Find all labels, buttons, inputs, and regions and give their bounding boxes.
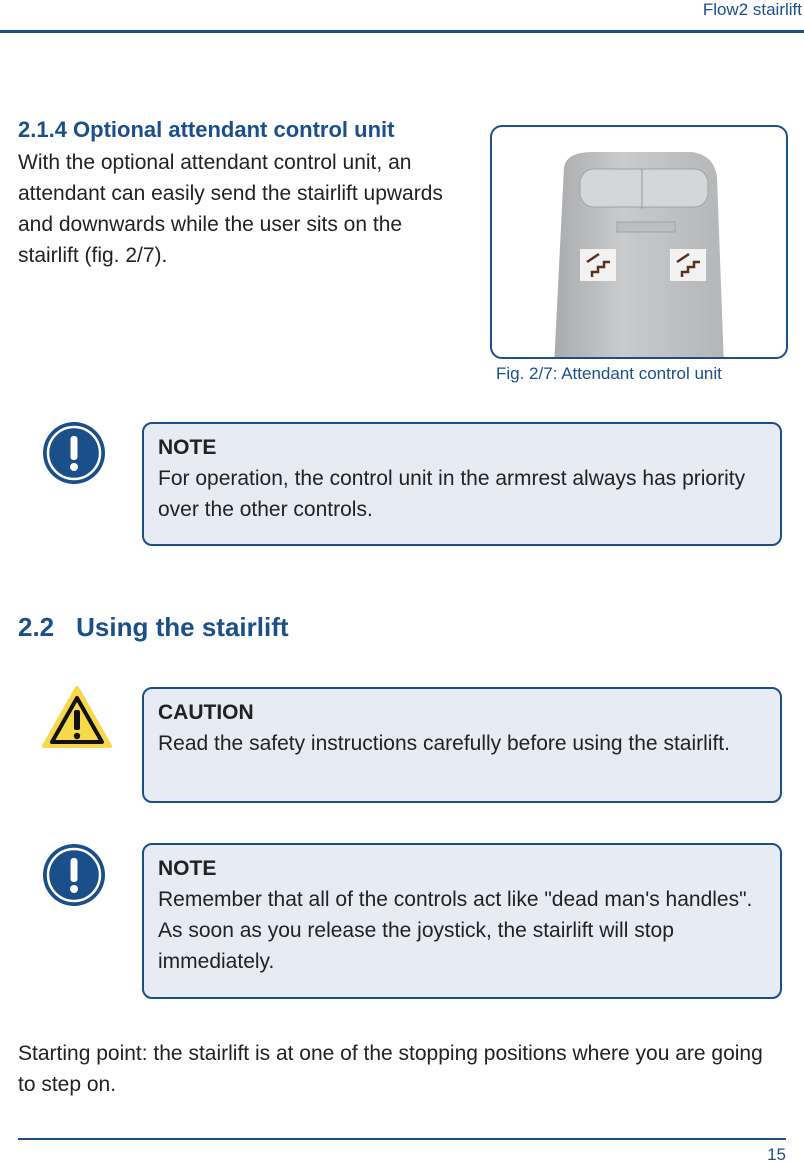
page-number: 15 bbox=[767, 1145, 786, 1163]
note-title: NOTE bbox=[158, 857, 217, 880]
caution-box bbox=[142, 687, 782, 803]
subsection-body: With the optional attendant control unit, an attendant can easily send the stairlift upwards and downwards while the user sits on the stairlift (fig. 2/7). bbox=[18, 151, 443, 267]
note-icon bbox=[42, 843, 106, 907]
section-title: Using the stairlift bbox=[76, 612, 289, 642]
starting-point-text: Starting point: the stairlift is at one of the stopping positions where you are going to step on. bbox=[18, 1042, 763, 1096]
figure-caption: Fig. 2/7: Attendant control unit bbox=[496, 364, 722, 383]
section-number: 2.2 bbox=[18, 612, 55, 642]
footer-rule bbox=[18, 1138, 786, 1140]
note-box bbox=[142, 422, 782, 546]
header-rule bbox=[0, 30, 804, 33]
section-heading bbox=[18, 612, 311, 643]
caution-title: CAUTION bbox=[158, 701, 254, 724]
running-header: Flow2 stairlift bbox=[702, 0, 802, 19]
subsection-heading: 2.1.4 Optional attendant control unit bbox=[18, 117, 395, 142]
note-icon bbox=[42, 421, 106, 485]
attendant-control-unit-image bbox=[490, 125, 788, 359]
note-text: For operation, the control unit in the armrest always has priority over the other controls. bbox=[158, 467, 746, 521]
note-title: NOTE bbox=[158, 436, 217, 459]
note-text: Remember that all of the controls act like "dead man's handles". As soon as you release the joystick, the stairlift will stop immediately. bbox=[158, 888, 753, 973]
warning-triangle-icon bbox=[42, 686, 112, 750]
caution-text: Read the safety instructions carefully before using the stairlift. bbox=[158, 732, 730, 755]
note-box bbox=[142, 843, 782, 999]
